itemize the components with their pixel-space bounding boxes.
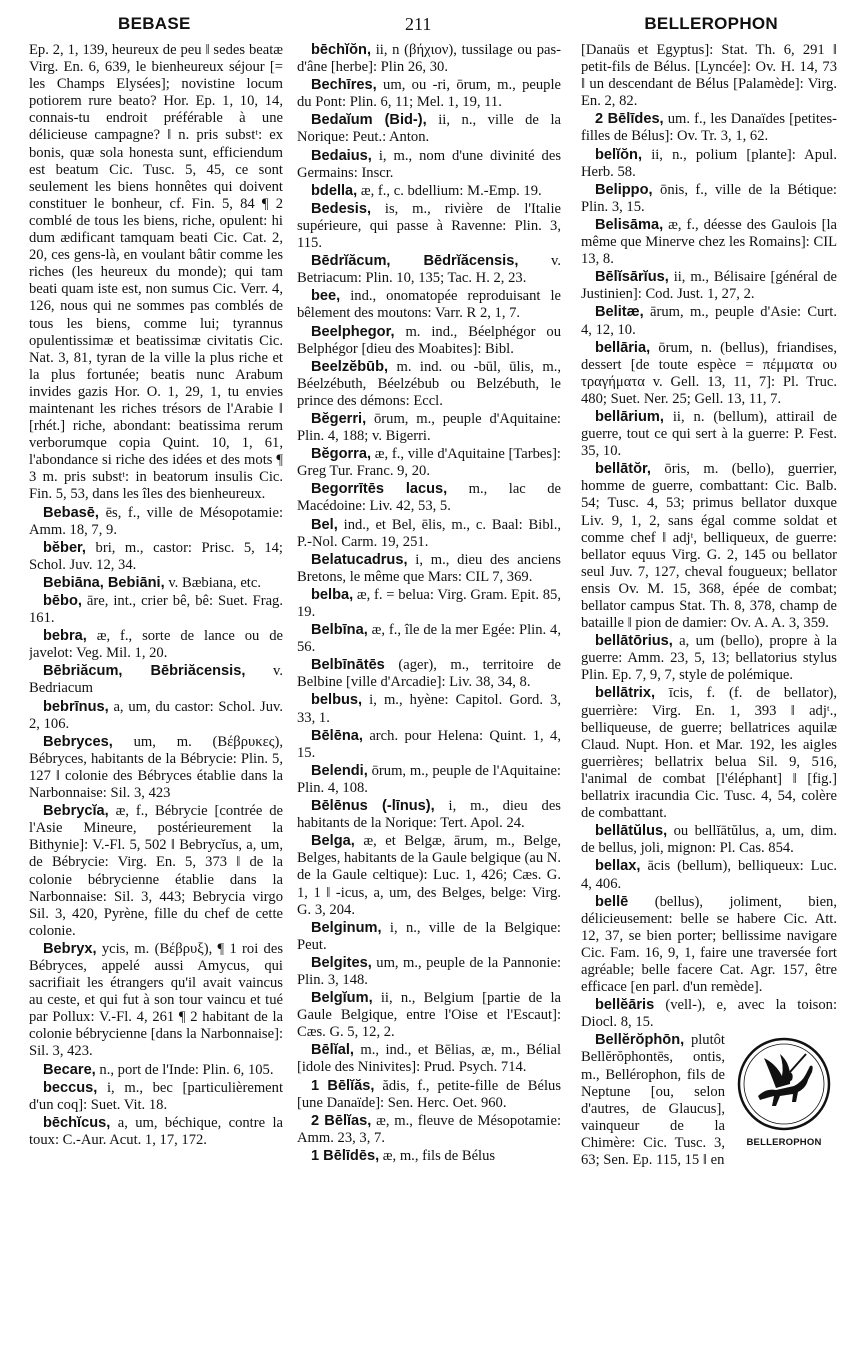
- entry-text: ōris, m. (bello), guerrier, homme de guerre, combattant: Cic. Balb. 54; Tusc. 4, 53; primus bellator duxque Liv. 9, 1, 2, sans égal comme soldat et comme chef ‖ adjᵗ, belliqueux, de guerre: bellator equus Virg. G. 2, 145 ou bellator seul Juv. 7, 127, cheval fougueux; bellator ensis Ov. M. 15, 368, épée de combat; bellator campus Stat. Th. 8, 378, champ de bataille ‖ pion de damier: Ov. A. A. 3, 359.: [581, 461, 837, 632]
- dictionary-entry: [29, 628, 283, 662]
- entry-text: um, m., peuple de la Pannonie: Plin. 3, 148.: [297, 954, 561, 988]
- entry-headword: Bēlĭal,: [311, 1042, 354, 1059]
- entry-text: ii, n. (bellum), attirail de guerre, tout ce qui sert à la guerre: P. Fest. 35, 10.: [581, 408, 837, 460]
- entry-text: ii, n., Belgium [partie de la Gaule Belgique, entre l'Oise et l'Escaut]: Cæs. G. 5, 12, 2.: [297, 990, 561, 1041]
- entry-text: ii, m., Bélisaire [général de Justinien]: Cod. Just. 1, 27, 2.: [581, 269, 837, 303]
- entry-text: ii, n., ville de la Norique: Peut.: Anton.: [297, 112, 561, 146]
- entry-text: um, ou -ri, ōrum, m., peuple du Pont: Plin. 6, 11; Mel. 1, 19, 11.: [297, 77, 561, 111]
- entry-headword: 1 Bēlĭăs,: [311, 1077, 375, 1094]
- entry-text: āre, int., crier bê, bê: Suet. Frag. 161.: [29, 593, 283, 627]
- dictionary-entry: [297, 183, 561, 200]
- entry-text: ēs, f., ville de Mésopotamie: Amm. 18, 7, 9.: [29, 504, 283, 538]
- entry-text: æ, f., île de la mer Egée: Plin. 4, 56.: [297, 622, 561, 656]
- entry-headword: bee,: [311, 288, 341, 305]
- dictionary-entry: [581, 633, 837, 684]
- dictionary-entry: [581, 217, 837, 268]
- entry-text: ōrum, m., peuple d'Aquitaine: Plin. 4, 188; v. Bigerri.: [297, 410, 561, 445]
- dictionary-entry: [581, 997, 837, 1031]
- entry-headword: bēchĭcus,: [43, 1114, 111, 1131]
- entry-headword: Belisāma,: [595, 216, 664, 233]
- entry-headword: bĕber,: [43, 539, 86, 556]
- dictionary-entry: [29, 699, 283, 733]
- left-running-head: BEBASE: [118, 14, 191, 33]
- entry-text: ōrum, n. (bellus), friandises, dessert [de toute espèce = πέμματα ου τραγήματα v. Gell. 13, 11, 7]: Pl. Truc. 480; Suet. Ner. 25; Gell. 13, 11, 7.: [581, 339, 837, 407]
- dictionary-entry: [297, 728, 561, 762]
- entry-headword: bellē: [595, 893, 629, 910]
- entry-headword: Bēlĭsārĭus,: [595, 269, 669, 286]
- entry-text: æ, f., ville d'Aquitaine [Tarbes]: Greg Tur. Franc. 9, 20.: [297, 446, 561, 480]
- entry-text: a, um (bello), propre à la guerre: Amm. 23, 5, 13; bellatorius stylus Plin. Ep. 7, 9, 7, style de polémique.: [581, 633, 837, 684]
- entry-headword: Bēlēna,: [311, 727, 363, 744]
- dictionary-entry: [297, 1113, 561, 1147]
- dictionary-entry: [297, 112, 561, 146]
- entry-headword: Bebryx,: [43, 940, 97, 957]
- entry-text: ind., onomatopée reproduisant le bêlement des moutons: Varr. R 2, 1, 7.: [297, 288, 561, 322]
- entry-headword: bellax,: [595, 858, 641, 875]
- entry-text: plutôt Bellĕrŏphontēs, ontis, m., Bellérophon, fils de Neptune [ou, selon d'autres, de Glaucus], vainqueur de la Chimère: Cic. Tusc. 3, 63; Sen. Ep. 115, 15 ‖ en: [581, 1032, 725, 1168]
- page-header: [0, 14, 858, 38]
- entry-text: m. ind. ou -būl, ūlis, m., Béelzébuth, Béelzébub ou Belzébuth, le prince des démons: Eccl.: [297, 358, 561, 409]
- dictionary-entry: [297, 657, 561, 691]
- entry-headword: Belbīnātēs: [311, 657, 385, 674]
- entry-headword: 1 Bēlīdēs,: [311, 1147, 380, 1164]
- dictionary-entry: [581, 858, 837, 892]
- entry-headword: Bedaius,: [311, 147, 372, 164]
- dictionary-entry: [29, 663, 283, 697]
- entry-text: [Danaüs et Egyptus]: Stat. Th. 6, 291 ‖ petit-fils de Bélus. [Lyncée]: Ov. H. 14, 73 ‖ un descendant de Bélus [Palamède]: Virg. En. 2, 82.: [581, 42, 837, 110]
- entry-text: m., ind., et Bēlias, æ, m., Bélial [idole des Ninivites]: Prud. Psych. 714.: [297, 1042, 561, 1076]
- dictionary-entry: [297, 587, 561, 621]
- dictionary-entry: [297, 253, 561, 287]
- entry-text: ōnis, f., ville de la Bétique: Plin. 3, 15.: [581, 181, 837, 215]
- entry-headword: Bedesis,: [311, 200, 372, 217]
- entry-text: ācis (bellum), belliqueux: Luc. 4, 406.: [581, 858, 837, 892]
- dictionary-entry: [581, 340, 837, 408]
- dictionary-entry: [581, 461, 837, 632]
- dictionary-entry: [297, 798, 561, 832]
- entry-text: Ep. 2, 1, 139, heureux de peu ‖ sedes beatæ Virg. En. 6, 639, le bienheureux séjour [= les Champs Elysées]; novistine locum potiorem rure beato? Hor. Ep. 1, 10, 14, connais-tu endroit préférable à une délicieuse campagne? ‖ n. pris substᵗ: ex bonis, quæ sola honesta sunt, efficiendum est beatum Cic. Tusc. 5, 45, ce sont seulement les biens honnêtes qui doivent constituer le bonheur, cf. Fin. 5, 84 ¶ 2 comblé de tous les biens, riche, opulent: hi dum ædificant tamquam beati Cic. Cat. 2, 20, ces gens-là, en voulant bâtir comme les riches (les heureux du monde); qui tam beati quam iste est, non sumus Cic. Verr. 4, 126, nous qui ne sommes pas comblés de tous les biens, comme lui; tyrannus opulentissimæ et beatissimæ civitatis Cic. Nat. 3, 81, tyran de la ville la plus riche et la plus fortunée; beatis nunc Arabum invides gazis Hor. O. 1, 29, 1, tu envies maintenant les riches trésors de l'Arabie ‖ [rhét.] riche, abondant: beatissima rerum verborumque copia Quint. 10, 1, 61, l'abondance si riche des idées et des mots ¶ 3 m. pris substᵗ: in beatorum insulis Cic. Fin. 5, 53, dans les îles des bienheureux.: [29, 42, 283, 503]
- entry-headword: bellātrix,: [595, 685, 656, 702]
- bellerophon-medallion: [731, 1036, 837, 1154]
- entry-text: i, m., dieu des anciens Bretons, le même que Mars: CIL 7, 369.: [297, 551, 561, 585]
- entry-headword: belĭŏn,: [595, 146, 643, 163]
- dictionary-entry: [581, 182, 837, 216]
- entry-headword: Belatucadrus,: [311, 551, 408, 568]
- dictionary-entry: [29, 42, 283, 504]
- entry-headword: Begorrītēs lacus,: [311, 481, 448, 498]
- entry-headword: Bebrycĭa,: [43, 803, 109, 820]
- entry-headword: Bellĕrŏphōn,: [595, 1032, 685, 1049]
- dictionary-entry: [297, 288, 561, 322]
- entry-text: æ, m., fils de Bélus: [382, 1147, 496, 1164]
- entry-text: um, m. (Βέβρυκες), Bébryces, habitants de la Bébrycie: Plin. 5, 127 ‖ colonie des Bébryces établie dans la Narbonnaise: Sil. 3, 423: [29, 733, 283, 802]
- entry-text: æ, f., Bébrycie [contrée de l'Asie Mineure, postérieurement la Bithynie]: V.-Fl. 5, 502 ‖ Bebrycĭus, a, um, de Bébrycie: Virg. En. 5, 373 ‖ de la colonie bébrycienne établie dans la Narbonnaise: Sil. 3, 443; Bebrycia virgo Sil. 3, 420, Pyrène, fille du chef de cette colonie.: [29, 803, 283, 939]
- entry-text: a, um, du castor: Schol. Juv. 2, 106.: [29, 698, 283, 732]
- dictionary-entry: [297, 359, 561, 410]
- dictionary-entry: [581, 42, 837, 110]
- dictionary-entry: [581, 147, 837, 181]
- entry-text: i, m., bec [particulièrement d'un coq]: Suet. Vit. 18.: [29, 1079, 283, 1113]
- entry-headword: Belbīna,: [311, 622, 368, 639]
- entry-text: i, m., nom d'une divinité des Germains: Inscr.: [297, 147, 561, 181]
- entry-text: ārum, m., peuple d'Asie: Curt. 4, 12, 10.: [581, 304, 837, 338]
- dictionary-entry: [29, 1115, 283, 1149]
- entry-text: æ, et Belgæ, ārum, m., Belge, Belges, habitants de la Gaule belgique (au N. de la Gaule celtique): Luc. 1, 426; Cæs. G. 1, 1 ‖ -icus, a, um, des Belges, belge: Virg. G. 3, 204.: [297, 833, 561, 918]
- entry-text: arch. pour Helena: Quint. 1, 4, 15.: [297, 727, 561, 761]
- entry-text: v. Bedriacum: [29, 663, 283, 697]
- entry-text: (vell-), e, avec la toison: Diocl. 8, 15.: [581, 997, 837, 1031]
- dictionary-entry: [297, 446, 561, 480]
- entry-text: um. f., les Danaïdes [petites-filles de Bélus]: Ov. Tr. 3, 1, 62.: [581, 111, 837, 145]
- entry-text: is, m., rivière de l'Italie supérieure, qui passe à Ravenne: Plin. 3, 115.: [297, 200, 561, 252]
- entry-headword: bellārium,: [595, 408, 664, 425]
- page-number: 211: [405, 14, 432, 34]
- dictionary-entry: [581, 409, 837, 460]
- entry-text: ădis, f., petite-fille de Bélus [une Danaïde]: Sen. Herc. Oet. 960.: [297, 1077, 561, 1111]
- entry-text: m., lac de Macédoine: Liv. 42, 53, 5.: [297, 481, 561, 515]
- entry-headword: 2 Bēlīdes,: [595, 111, 664, 128]
- entry-headword: Bechīres,: [311, 77, 377, 94]
- entry-headword: bellĕāris: [595, 997, 655, 1014]
- entry-text: æ, m., fleuve de Mésopotamie: Amm. 23, 3, 7.: [297, 1112, 561, 1146]
- entry-text: m. ind., Béelphégor ou Belphégor [dieu des Moabites]: Bibl.: [297, 323, 561, 357]
- dictionary-entry: [29, 540, 283, 574]
- entry-headword: Bēbriăcum, Bēbriăcensis,: [43, 663, 246, 680]
- dictionary-entry: [297, 990, 561, 1041]
- dictionary-entry: [297, 481, 561, 515]
- entry-text: ou bellĭātŭlus, a, um, dim. de bellus, joli, mignon: Pl. Cas. 854.: [581, 823, 837, 857]
- dictionary-entry: [29, 1062, 283, 1079]
- entry-text: ycis, m. (Βέβρυξ), ¶ 1 roi des Bébryces, appelé aussi Amycus, qui sacrifiait les étrangers qu'il avait vaincus au ceste, et qui fut à son tour vaincu et tué par Pollux: V.-Fl. 4, 261 ¶ 2 habitant de la colonie bébrycienne [dans la Narbonnaise]: Sil. 3, 423.: [29, 940, 283, 1060]
- column-3: [581, 42, 837, 1342]
- entry-text: æ, f., c. bdellium: M.-Emp. 19.: [360, 182, 542, 199]
- dictionary-entry: [297, 77, 561, 111]
- dictionary-entry: [297, 552, 561, 586]
- medallion-caption: BELLEROPHON: [746, 1137, 822, 1149]
- entry-headword: Bel,: [311, 516, 338, 533]
- entry-text: ii, n (βήχιον), tussilage ou pas-d'âne [herbe]: Plin 26, 30.: [297, 42, 561, 76]
- entry-text: a, um, béchique, contre la toux: C.-Aur. Acut. 1, 17, 172.: [29, 1114, 283, 1148]
- dictionary-entry: [29, 941, 283, 1061]
- entry-text: ii, n., polium [plante]: Apul. Herb. 58.: [581, 146, 837, 180]
- dictionary-entry: [297, 833, 561, 918]
- entry-text: v. Betriacum: Plin. 10, 135; Tac. H. 2, 23.: [297, 253, 561, 287]
- entry-headword: Belendi,: [311, 762, 368, 779]
- dictionary-entry: [581, 304, 837, 338]
- entry-text: i, m., dieu des habitants de la Norique: Tert. Apol. 24.: [297, 798, 561, 832]
- entry-headword: bellāria,: [595, 339, 651, 356]
- entry-headword: Bebryces,: [43, 733, 113, 750]
- entry-text: ind., et Bel, ēlis, m., c. Baal: Bibl., P.-Nol. Carm. 19, 251.: [297, 516, 561, 550]
- dictionary-entry: [297, 763, 561, 797]
- dictionary-entry: [297, 1148, 561, 1165]
- dictionary-entry: [581, 269, 837, 303]
- dictionary-entry: [297, 42, 561, 76]
- dictionary-entry: [297, 148, 561, 182]
- entry-headword: Belga,: [311, 833, 355, 850]
- entry-text: bri, m., castor: Prisc. 5, 14; Schol. Juv. 12, 34.: [29, 539, 283, 573]
- dictionary-entry: [297, 324, 561, 358]
- entry-headword: belbus,: [311, 692, 363, 709]
- entry-text: (bellus), joliment, bien, délicieusement: belle se habere Cic. Att. 12, 37, se bien porter; bellissime navigare Cic. Fam. 16, 9, 1, faire une traversée fort agréable; belle facere Cat. Agr. 157, être efficace [en parl. d'un remède].: [581, 893, 837, 996]
- entry-text: v. Bæbiana, etc.: [168, 574, 261, 591]
- entry-text: i, n., ville de la Belgique: Peut.: [297, 919, 561, 953]
- dictionary-entry: [297, 622, 561, 656]
- entry-headword: bebra,: [43, 628, 87, 645]
- dictionary-entry: [297, 1042, 561, 1076]
- dictionary-entry: [581, 894, 837, 997]
- entry-headword: bellātōrius,: [595, 633, 673, 650]
- entry-headword: Belippo,: [595, 181, 653, 198]
- column-1: [29, 42, 283, 1342]
- entry-text: īcis, f. (f. de bellator), guerrière: Virg. En. 1, 393 ‖ adjᵗ., belliqueuse, de guerre; bellatrices aquilæ Claud. Nupt. Hon. et Mar. 192, les aigles guerrières; bellatrix belua Sil. 9, 516, l'animal de combat [l'éléphant] ‖ [fig.] bellatrix iracundia Cic. Tusc. 4, 54, colère de combattant.: [581, 685, 837, 822]
- pegasus-rider-icon: [736, 1036, 832, 1132]
- dictionary-entry: [581, 685, 837, 822]
- entry-headword: bēchĭŏn,: [311, 42, 371, 58]
- entry-headword: 2 Bēlĭas,: [311, 1112, 372, 1129]
- entry-headword: Bēdrĭăcum, Bēdrĭăcensis,: [311, 253, 519, 270]
- dictionary-entry: [29, 575, 283, 592]
- entry-headword: Bĕgerri,: [311, 410, 367, 427]
- dictionary-entry: [29, 803, 283, 940]
- entry-headword: Bēlēnus (-līnus),: [311, 798, 435, 815]
- entry-headword: Bedaĭum (Bid-),: [311, 112, 427, 129]
- entry-headword: Bĕgorra,: [311, 446, 372, 463]
- dictionary-entry: [297, 517, 561, 551]
- dictionary-entry: [29, 734, 283, 802]
- entry-headword: Belitæ,: [595, 304, 644, 321]
- entry-headword: bellātŏr,: [595, 461, 651, 478]
- dictionary-entry: [297, 201, 561, 252]
- entry-headword: Belgĭum,: [311, 990, 373, 1007]
- entry-headword: beccus,: [43, 1079, 98, 1096]
- entry-headword: Bebiāna, Bebiāni,: [43, 574, 165, 591]
- entry-headword: Beelzĕbūb,: [311, 358, 389, 375]
- entry-text: ōrum, m., peuple de l'Aquitaine: Plin. 4, 108.: [297, 762, 561, 796]
- entry-headword: belba,: [311, 586, 354, 603]
- dictionary-entry: [581, 823, 837, 857]
- dictionary-entry: [29, 505, 283, 539]
- entry-headword: Belginum,: [311, 919, 382, 936]
- dictionary-entry: [29, 1080, 283, 1114]
- entry-headword: Belgites,: [311, 954, 372, 971]
- entry-headword: bdella,: [311, 182, 358, 199]
- entry-headword: bebrīnus,: [43, 698, 109, 715]
- entry-headword: Becare,: [43, 1061, 96, 1078]
- entry-text: æ, f., sorte de lance ou de javelot: Veg. Mil. 1, 20.: [29, 628, 283, 662]
- dictionary-entry: [297, 411, 561, 445]
- entry-headword: bellātŭlus,: [595, 823, 668, 840]
- dictionary-entry: [297, 955, 561, 989]
- dictionary-entry: [581, 111, 837, 145]
- dictionary-entry: [297, 692, 561, 726]
- entry-text: (ager), m., territoire de Belbine [ville d'Arcadie]: Liv. 38, 34, 8.: [297, 657, 561, 691]
- entry-headword: Bebasē,: [43, 504, 99, 521]
- entry-text: n., port de l'Inde: Plin. 6, 105.: [99, 1061, 274, 1078]
- column-2: [297, 42, 561, 1342]
- entry-text: i, m., hyène: Capitol. Gord. 3, 33, 1.: [297, 692, 561, 726]
- dictionary-entry: [297, 1078, 561, 1112]
- entry-text: æ, f., déesse des Gaulois [la même que Minerve chez les Romains]: CIL 13, 8.: [581, 216, 837, 268]
- right-running-head: BELLEROPHON: [644, 14, 778, 33]
- entry-headword: Beelphegor,: [311, 323, 395, 340]
- entry-text: æ, f. = belua: Virg. Gram. Epit. 85, 19.: [297, 586, 561, 620]
- dictionary-entry: [297, 920, 561, 954]
- dictionary-entry: [29, 593, 283, 627]
- entry-headword: bēbo,: [43, 593, 82, 609]
